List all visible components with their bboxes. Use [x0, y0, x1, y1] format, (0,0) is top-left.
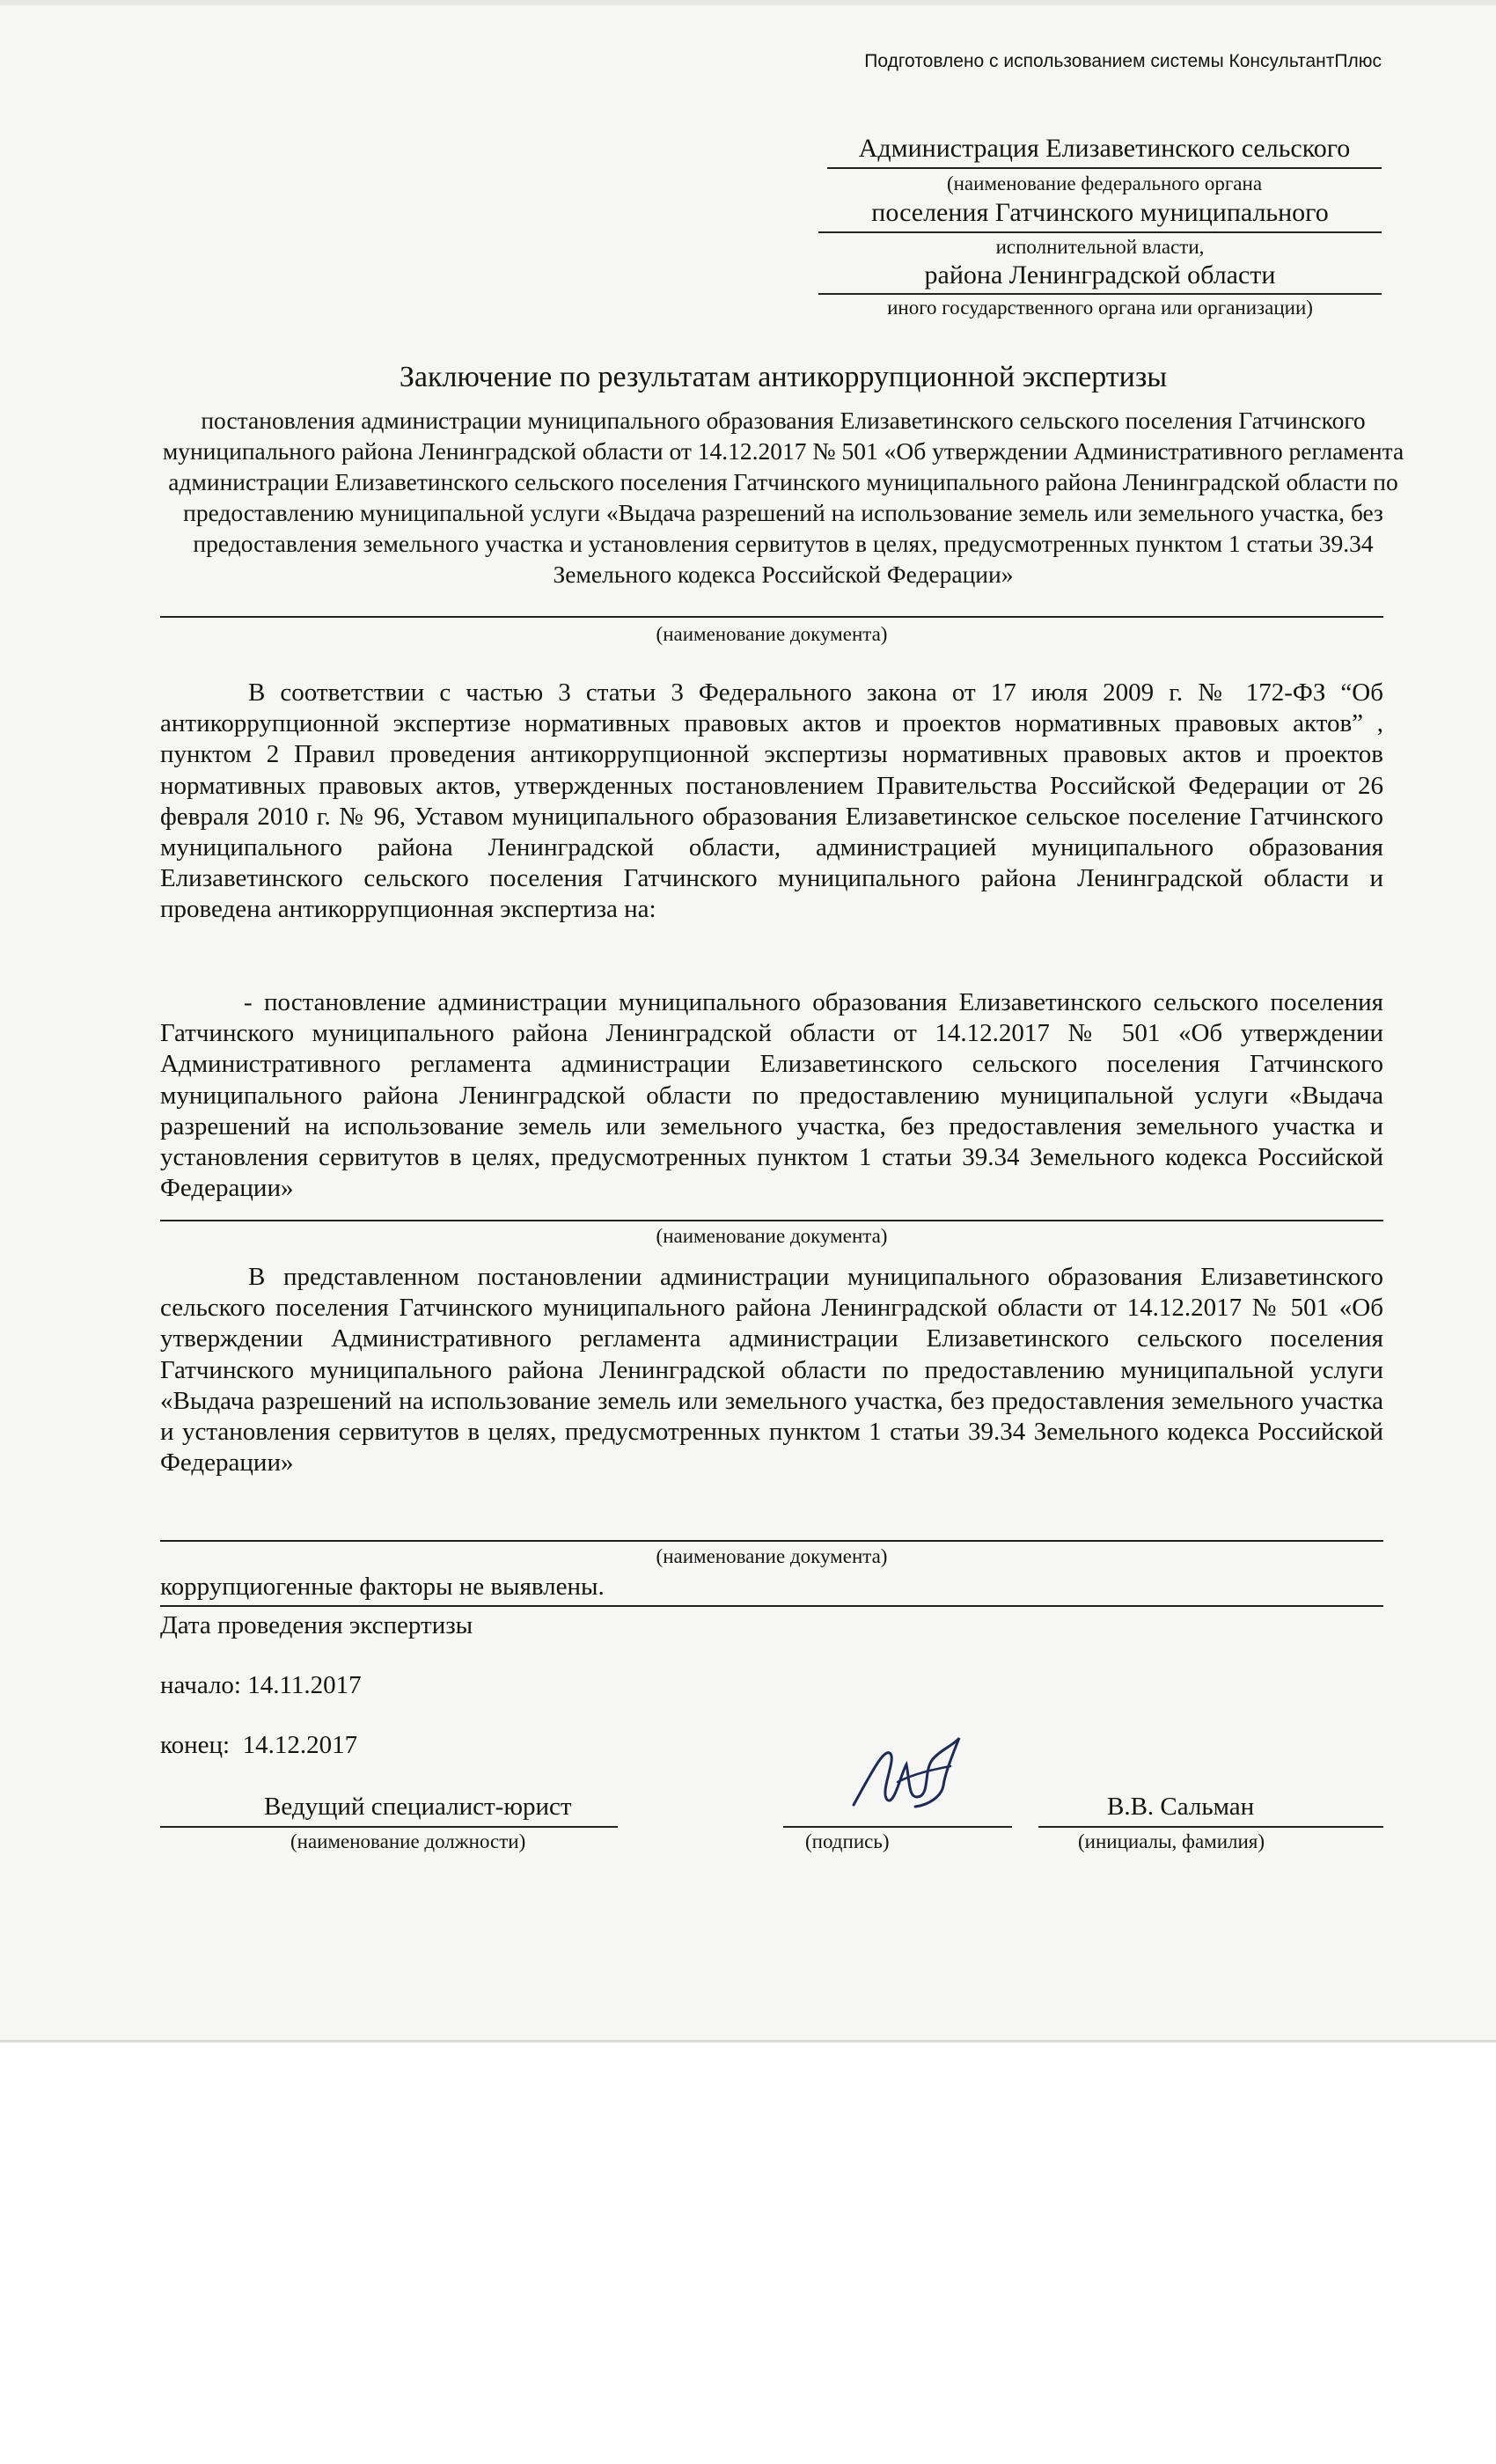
paragraph-basis-text: В соответствии с частью 3 статьи 3 Федерального закона от 17 июля 2009 г. № 172-ФЗ “Об антикоррупционной экспертизе нормативных правовых актов и проектов нормативных правовых актов” , пунктом 2 Правил проведения антикоррупционной экспертизы нормативных правовых актов и проектов нормативных правовых актов, утвержденных постановлением Правительства Российской Федерации от 26 февраля 2010 г. № 96, Уставом муниципального образования Елизаветинское сельское поселение Гатчинского муниципального района Ленинградской области, администрацией муниципального образования Елизаветинского сельского поселения Гатчинского муниципального района Ленинградской области и проведена антикоррупционная экспертиза на:: [160, 678, 1383, 924]
paragraph-subject-rule: [160, 1220, 1383, 1221]
paragraph-subject-text: - постановление администрации муниципального образования Елизаветинского сельского поселения Гатчинского муниципального района Ленинградской области от 14.12.2017 № 501 «Об утверждении Административного регламента администрации Елизаветинского сельского поселения Гатчинского муниципального района Ленинградской области по предоставлению муниципальной услуги «Выдача разрешений на использование земель или земельного участка, без предоставления земельного участка и установления сервитутов в целях, предусмотренных пунктом 1 статьи 39.34 Земельного кодекса Российской Федерации»: [160, 988, 1383, 1203]
expertise-start-date: начало: 14.11.2017: [160, 1671, 362, 1699]
expertise-date-label: Дата проведения экспертизы: [160, 1611, 473, 1639]
name-rule: [1038, 1826, 1383, 1828]
paragraph-basis: [160, 678, 1383, 926]
handwritten-signature: [845, 1720, 968, 1826]
document-name-caption: (наименование документа): [656, 623, 888, 645]
paragraph-findings-text: В представленном постановлении администрации муниципального образования Елизаветинского сельского поселения Гатчинского муниципального района Ленинградской области от 14.12.2017 № 501 «Об утверждении Административного регламента администрации Елизаветинского сельского поселения Гатчинского муниципального района Ленинградской области по предоставлению муниципальной услуги «Выдача разрешений на использование земель или земельного участка, без предоставления земельного участка и установления сервитутов в целях, предусмотренных пунктом 1 статьи 39.34 Земельного кодекса Российской Федерации»: [160, 1263, 1383, 1478]
document-title: Заключение по результатам антикоррупционной экспертизы: [399, 361, 1168, 393]
header-line-1: Администрация Елизаветинского сельского: [858, 134, 1351, 163]
scan-top-edge: [0, 0, 1496, 5]
paragraph-subject: [160, 987, 1383, 1204]
scan-edge: [0, 2040, 1496, 2042]
header-rule-1: [827, 167, 1382, 169]
document-name: постановления администрации муниципального образования Елизаветинского сельского поселения Гатчинского муниципального района Ленинградской области от 14.12.2017 № 501 «Об утверждении Административного регламента администрации Елизаветинского сельского поселения Гатчинского муниципального района Ленинградской области по предоставлению муниципальной услуги «Выдача разрешений на использование земель или земельного участка, без предоставления земельного участка и установления сервитутов в целях, предусмотренных пунктом 1 статьи 39.34 Земельного кодекса Российской Федерации»: [162, 407, 1404, 588]
header-caption-2: исполнительной власти,: [995, 236, 1205, 258]
conclusion-rule: [160, 1605, 1383, 1607]
paragraph-subject-caption: (наименование документа): [656, 1225, 888, 1247]
name-caption: (инициалы, фамилия): [1078, 1830, 1265, 1852]
paragraph-findings-caption: (наименование документа): [656, 1545, 888, 1567]
header-line-3: района Ленинградской области: [924, 260, 1276, 290]
paragraph-findings-rule: [160, 1540, 1383, 1542]
position-caption: (наименование должности): [290, 1830, 526, 1852]
position-rule: [160, 1826, 618, 1828]
conclusion-text: коррупциогенные факторы не выявлены.: [160, 1573, 605, 1601]
header-rule-3: [818, 293, 1382, 295]
signer-name: В.В. Сальман: [1107, 1793, 1255, 1821]
signature-caption: (подпись): [805, 1830, 890, 1852]
header-rule-2: [818, 231, 1382, 233]
document-name-rule: [160, 616, 1383, 618]
signature-rule: [783, 1826, 1012, 1828]
signer-position: Ведущий специалист-юрист: [264, 1793, 572, 1821]
expertise-end-date: конец: 14.12.2017: [160, 1731, 358, 1759]
consultant-note: Подготовлено с использованием системы КонсультантПлюс: [864, 51, 1382, 71]
header-line-2: поселения Гатчинского муниципального: [871, 198, 1329, 227]
header-caption-1: (наименование федерального органа: [946, 172, 1263, 194]
paragraph-findings: [160, 1262, 1383, 1478]
header-caption-3: иного государственного органа или организации): [887, 297, 1313, 319]
